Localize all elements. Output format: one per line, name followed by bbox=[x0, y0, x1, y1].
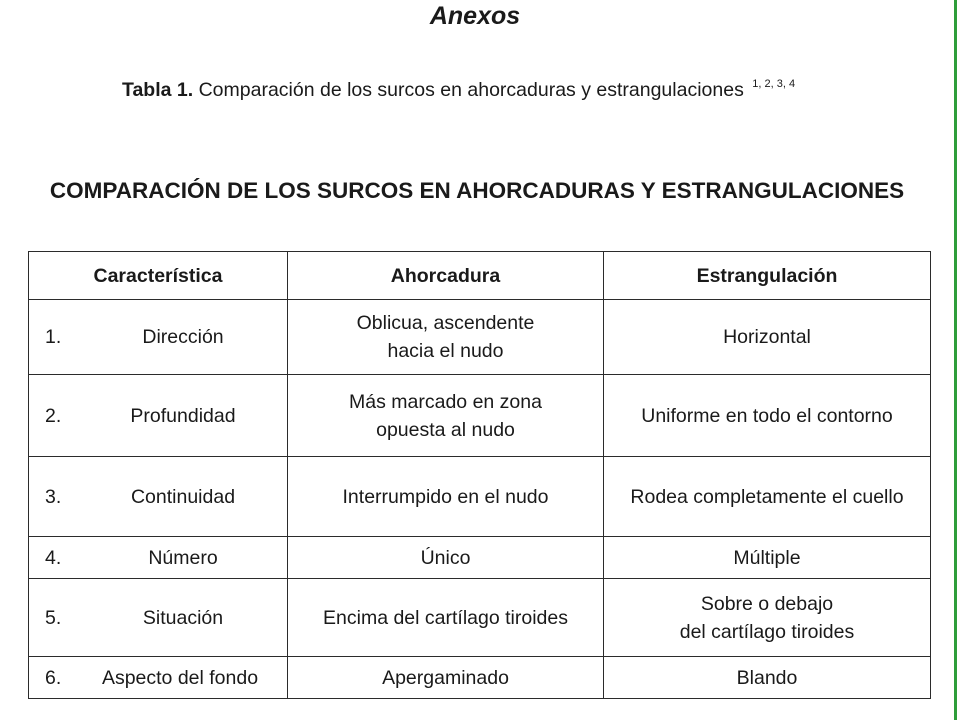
feature-number: 1. bbox=[45, 326, 62, 348]
header-ahorcadura: Ahorcadura bbox=[288, 252, 604, 300]
cell-ahorcadura bbox=[288, 375, 604, 457]
cell-text-line: Interrumpido en el nudo bbox=[342, 485, 549, 508]
cell-estrangulacion bbox=[604, 579, 931, 657]
cell-text-line: Uniforme en todo el contorno bbox=[641, 404, 893, 427]
table-row bbox=[29, 300, 931, 375]
feature-name: Dirección bbox=[142, 326, 224, 348]
cell-text-line: Blando bbox=[736, 666, 798, 689]
cell-feature bbox=[29, 457, 288, 537]
cell-text-line: Encima del cartílago tiroides bbox=[323, 606, 568, 629]
feature-name: Situación bbox=[142, 606, 224, 629]
page-edge-line bbox=[954, 0, 957, 720]
cell-feature bbox=[29, 537, 288, 579]
cell-text-line: Sobre o debajo bbox=[700, 592, 834, 615]
feature-name: Aspecto del fondo bbox=[101, 666, 259, 689]
cell-estrangulacion bbox=[604, 657, 931, 699]
cell-feature bbox=[29, 375, 288, 457]
cell-text-line: Apergaminado bbox=[382, 666, 509, 689]
table-title: COMPARACIÓN DE LOS SURCOS EN AHORCADURAS Y ESTRANGULACIONES bbox=[49, 178, 905, 203]
cell-estrangulacion bbox=[604, 300, 931, 375]
cell-estrangulacion bbox=[604, 537, 931, 579]
feature-name: Continuidad bbox=[130, 485, 236, 508]
table-caption bbox=[122, 78, 795, 102]
header-estrangulacion: Estrangulación bbox=[604, 252, 931, 300]
cell-ahorcadura bbox=[288, 537, 604, 579]
cell-text-line: Oblicua, ascendente bbox=[356, 312, 535, 334]
cell-feature bbox=[29, 657, 288, 699]
cell-text-line: hacia el nudo bbox=[387, 340, 504, 362]
cell-feature bbox=[29, 300, 288, 375]
cell-ahorcadura bbox=[288, 579, 604, 657]
feature-number: 5. bbox=[45, 606, 62, 629]
caption-text: Comparación de los surcos en ahorcaduras y estrangulaciones bbox=[198, 79, 744, 101]
feature-number: 6. bbox=[45, 666, 62, 689]
caption-references: 1, 2, 3, 4 bbox=[752, 78, 796, 90]
feature-name: Profundidad bbox=[130, 404, 236, 427]
cell-ahorcadura bbox=[288, 457, 604, 537]
feature-number: 4. bbox=[45, 546, 62, 569]
cell-ahorcadura bbox=[288, 657, 604, 699]
cell-text-line: Horizontal bbox=[723, 326, 811, 348]
cell-text-line: Más marcado en zona bbox=[349, 390, 542, 413]
header-row bbox=[29, 252, 931, 300]
table-row bbox=[29, 537, 931, 579]
table-row bbox=[29, 457, 931, 537]
cell-estrangulacion bbox=[604, 457, 931, 537]
cell-feature bbox=[29, 579, 288, 657]
table-row bbox=[29, 375, 931, 457]
caption-label: Tabla 1. bbox=[122, 79, 194, 101]
cell-text-line: del cartílago tiroides bbox=[679, 620, 855, 643]
cell-text-line: Múltiple bbox=[733, 546, 801, 569]
feature-number: 2. bbox=[45, 404, 62, 427]
feature-number: 3. bbox=[45, 485, 62, 508]
cell-ahorcadura bbox=[288, 300, 604, 375]
header-caracteristica: Característica bbox=[29, 252, 288, 300]
cell-text-line: opuesta al nudo bbox=[376, 418, 515, 441]
table-row bbox=[29, 579, 931, 657]
cell-estrangulacion bbox=[604, 375, 931, 457]
cell-text-line: Rodea completamente el cuello bbox=[630, 485, 904, 508]
cell-text-line: Único bbox=[420, 546, 471, 569]
feature-name: Número bbox=[148, 546, 218, 569]
comparison-table bbox=[28, 251, 931, 699]
table-row bbox=[29, 657, 931, 699]
annex-heading: Anexos bbox=[429, 2, 521, 30]
